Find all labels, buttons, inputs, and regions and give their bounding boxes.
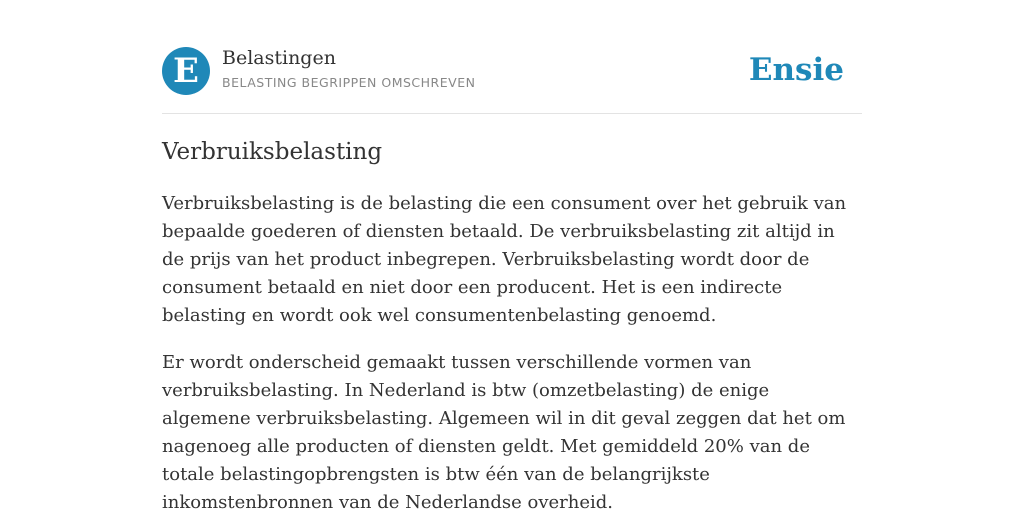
article-paragraph-1: Verbruiksbelasting is de belasting die een consument over het gebruik van bepaalde goederen of diensten betaald. De verbruiksbelasting zit altijd in de prijs van het product inbegrepen. Verbruiksbelasting wordt door de consument betaald en niet door een producent. Het is een indirecte belasting en wordt ook wel consumentenbelasting genoemd. bbox=[162, 193, 847, 326]
brand-name-link[interactable]: Belastingen bbox=[222, 47, 336, 69]
article-title: Verbruiksbelasting bbox=[162, 139, 383, 165]
brand-logo-icon[interactable]: E bbox=[162, 47, 210, 95]
brand-subtitle: BELASTING BEGRIPPEN OMSCHREVEN bbox=[222, 75, 476, 90]
article-paragraph-2: Er wordt onderscheid gemaakt tussen verschillende vormen van verbruiksbelasting. In Nederland is btw (omzetbelasting) de enige algemene verbruiksbelasting. Algemeen wil in dit geval zeggen dat het om nagenoeg alle producten of diensten geldt. Met gemiddeld 20% van de totale belastingopbrengsten is btw één van de belangrijkste inkomstenbronnen van de Nederlandse overheid. bbox=[162, 352, 846, 512]
header bbox=[162, 0, 862, 114]
ensie-logo-link[interactable]: Ensie bbox=[748, 52, 844, 88]
content-column bbox=[162, 0, 862, 512]
